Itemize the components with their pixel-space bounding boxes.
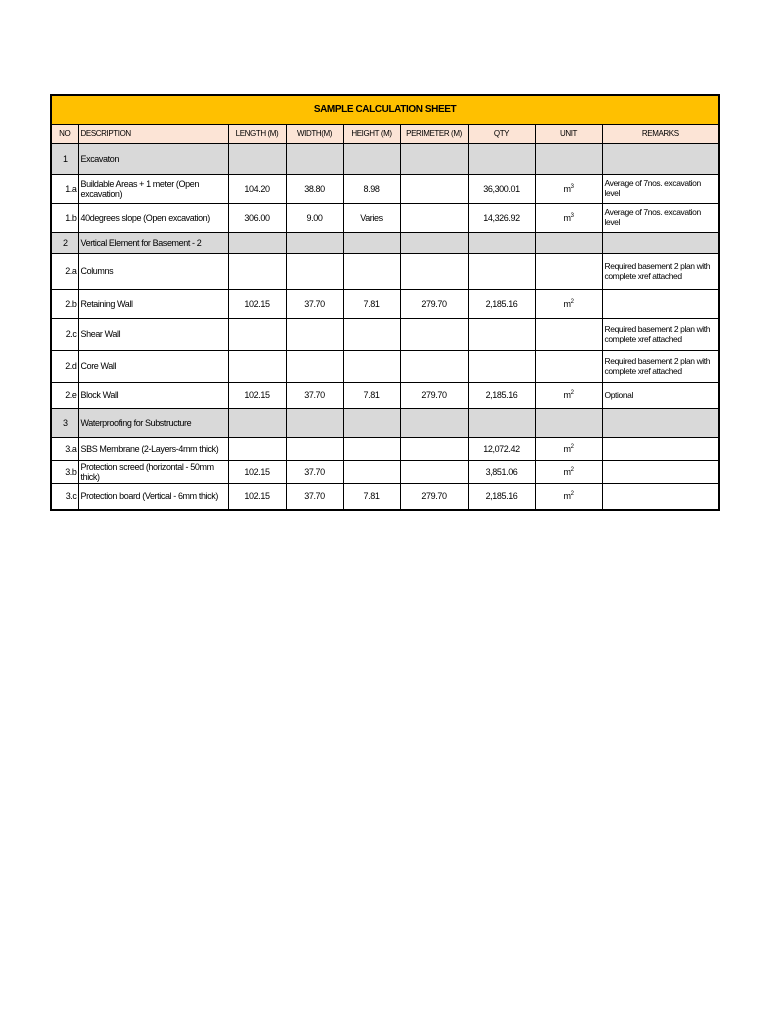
row-length: 102.15 [228,290,286,319]
row-width [286,319,343,351]
row-qty [468,351,535,383]
row-qty: 3,851.06 [468,461,535,484]
row-description: Protection screed (horizontal - 50mm thick) [78,461,228,484]
row-no: 2.d [51,351,78,383]
header-qty: QTY [468,125,535,144]
cell-empty [535,233,602,254]
row-length: 102.15 [228,484,286,510]
table-row [51,254,719,290]
row-remarks [602,438,719,461]
row-qty: 12,072.42 [468,438,535,461]
row-perimeter [400,461,468,484]
cell-empty [228,144,286,175]
row-qty: 14,326.92 [468,204,535,233]
row-height [343,254,400,290]
row-remarks: Required basement 2 plan with complete xref attached [602,319,719,351]
cell-empty [468,233,535,254]
row-description: Shear Wall [78,319,228,351]
row-description: 40degrees slope (Open excavation) [78,204,228,233]
row-no: 2.e [51,383,78,409]
cell-empty [228,233,286,254]
cell-empty [535,409,602,438]
row-length: 306.00 [228,204,286,233]
cell-empty [286,144,343,175]
row-qty: 2,185.16 [468,290,535,319]
row-no: 1 [51,144,78,175]
row-description: Buildable Areas + 1 meter (Open excavation) [78,175,228,204]
cell-empty [535,144,602,175]
row-unit: $m^2$ [535,484,602,510]
row-perimeter [400,319,468,351]
row-height: 8.98 [343,175,400,204]
row-no: 1.a [51,175,78,204]
row-width: 37.70 [286,383,343,409]
row-qty [468,254,535,290]
row-no: 2.a [51,254,78,290]
row-height: 7.81 [343,484,400,510]
table-row [51,461,719,484]
row-width [286,254,343,290]
row-length: 102.15 [228,461,286,484]
row-no: 3 [51,409,78,438]
row-description: SBS Membrane (2-Layers-4mm thick) [78,438,228,461]
row-unit: $m^2$ [535,438,602,461]
row-remarks: Required basement 2 plan with complete xref attached [602,254,719,290]
row-remarks [602,484,719,510]
row-perimeter: 279.70 [400,290,468,319]
cell-empty [286,409,343,438]
table-row [51,383,719,409]
row-height: Varies [343,204,400,233]
row-height: 7.81 [343,383,400,409]
table-row [51,484,719,510]
cell-empty [602,409,719,438]
table-row [51,438,719,461]
row-description: Block Wall [78,383,228,409]
row-perimeter [400,254,468,290]
row-length [228,438,286,461]
header-description: DESCRIPTION [78,125,228,144]
title-row [51,95,719,125]
section-row [51,233,719,254]
cell-empty [400,144,468,175]
row-description: Retaining Wall [78,290,228,319]
cell-empty [468,144,535,175]
row-unit: $m^2$ [535,290,602,319]
row-remarks: Optional [602,383,719,409]
row-description: Columns [78,254,228,290]
header-perimeter: PERIMETER (M) [400,125,468,144]
row-perimeter [400,175,468,204]
row-perimeter [400,438,468,461]
row-perimeter: 279.70 [400,484,468,510]
row-description: Vertical Element for Basement - 2 [78,233,228,254]
header-height: HEIGHT (M) [343,125,400,144]
row-qty [468,319,535,351]
table-row [51,204,719,233]
row-qty: 2,185.16 [468,484,535,510]
row-remarks: Average of 7nos. excavation level [602,204,719,233]
calculation-sheet-table [50,94,720,511]
row-width: 9.00 [286,204,343,233]
header-no: NO [51,125,78,144]
table-row [51,290,719,319]
row-no: 2.c [51,319,78,351]
row-no: 1.b [51,204,78,233]
row-unit: $m^3$ [535,175,602,204]
sheet-title: SAMPLE CALCULATION SHEET [51,95,719,125]
row-qty: 2,185.16 [468,383,535,409]
cell-empty [343,409,400,438]
row-width [286,438,343,461]
row-unit: $m^3$ [535,204,602,233]
row-description: Core Wall [78,351,228,383]
header-width: WIDTH(M) [286,125,343,144]
cell-empty [400,233,468,254]
row-perimeter [400,351,468,383]
row-width: 37.70 [286,484,343,510]
row-no: 3.b [51,461,78,484]
table-row [51,175,719,204]
row-height [343,351,400,383]
cell-empty [343,144,400,175]
cell-empty [286,233,343,254]
row-width: 37.70 [286,290,343,319]
row-unit: $m^2$ [535,461,602,484]
row-height [343,319,400,351]
row-height [343,438,400,461]
header-length: LENGTH (M) [228,125,286,144]
row-height: 7.81 [343,290,400,319]
cell-empty [468,409,535,438]
cell-empty [400,409,468,438]
row-remarks [602,461,719,484]
cell-empty [228,409,286,438]
cell-empty [602,144,719,175]
section-row [51,409,719,438]
row-perimeter [400,204,468,233]
header-remarks: REMARKS [602,125,719,144]
row-length: 104.20 [228,175,286,204]
row-perimeter: 279.70 [400,383,468,409]
row-remarks [602,290,719,319]
section-row [51,144,719,175]
table-row [51,351,719,383]
table-row [51,319,719,351]
row-no: 2.b [51,290,78,319]
row-unit [535,351,602,383]
row-no: 2 [51,233,78,254]
row-description: Protection board (Vertical - 6mm thick) [78,484,228,510]
row-unit [535,319,602,351]
row-width: 37.70 [286,461,343,484]
header-unit: UNIT [535,125,602,144]
row-width: 38.80 [286,175,343,204]
row-length [228,351,286,383]
cell-empty [602,233,719,254]
row-unit: $m^2$ [535,383,602,409]
row-length: 102.15 [228,383,286,409]
row-qty: 36,300.01 [468,175,535,204]
row-remarks: Average of 7nos. excavation level [602,175,719,204]
row-width [286,351,343,383]
header-row [51,125,719,144]
row-length [228,319,286,351]
row-unit [535,254,602,290]
row-no: 3.a [51,438,78,461]
row-height [343,461,400,484]
row-no: 3.c [51,484,78,510]
row-remarks: Required basement 2 plan with complete xref attached [602,351,719,383]
row-description: Excavaton [78,144,228,175]
row-length [228,254,286,290]
row-description: Waterproofing for Substructure [78,409,228,438]
cell-empty [343,233,400,254]
